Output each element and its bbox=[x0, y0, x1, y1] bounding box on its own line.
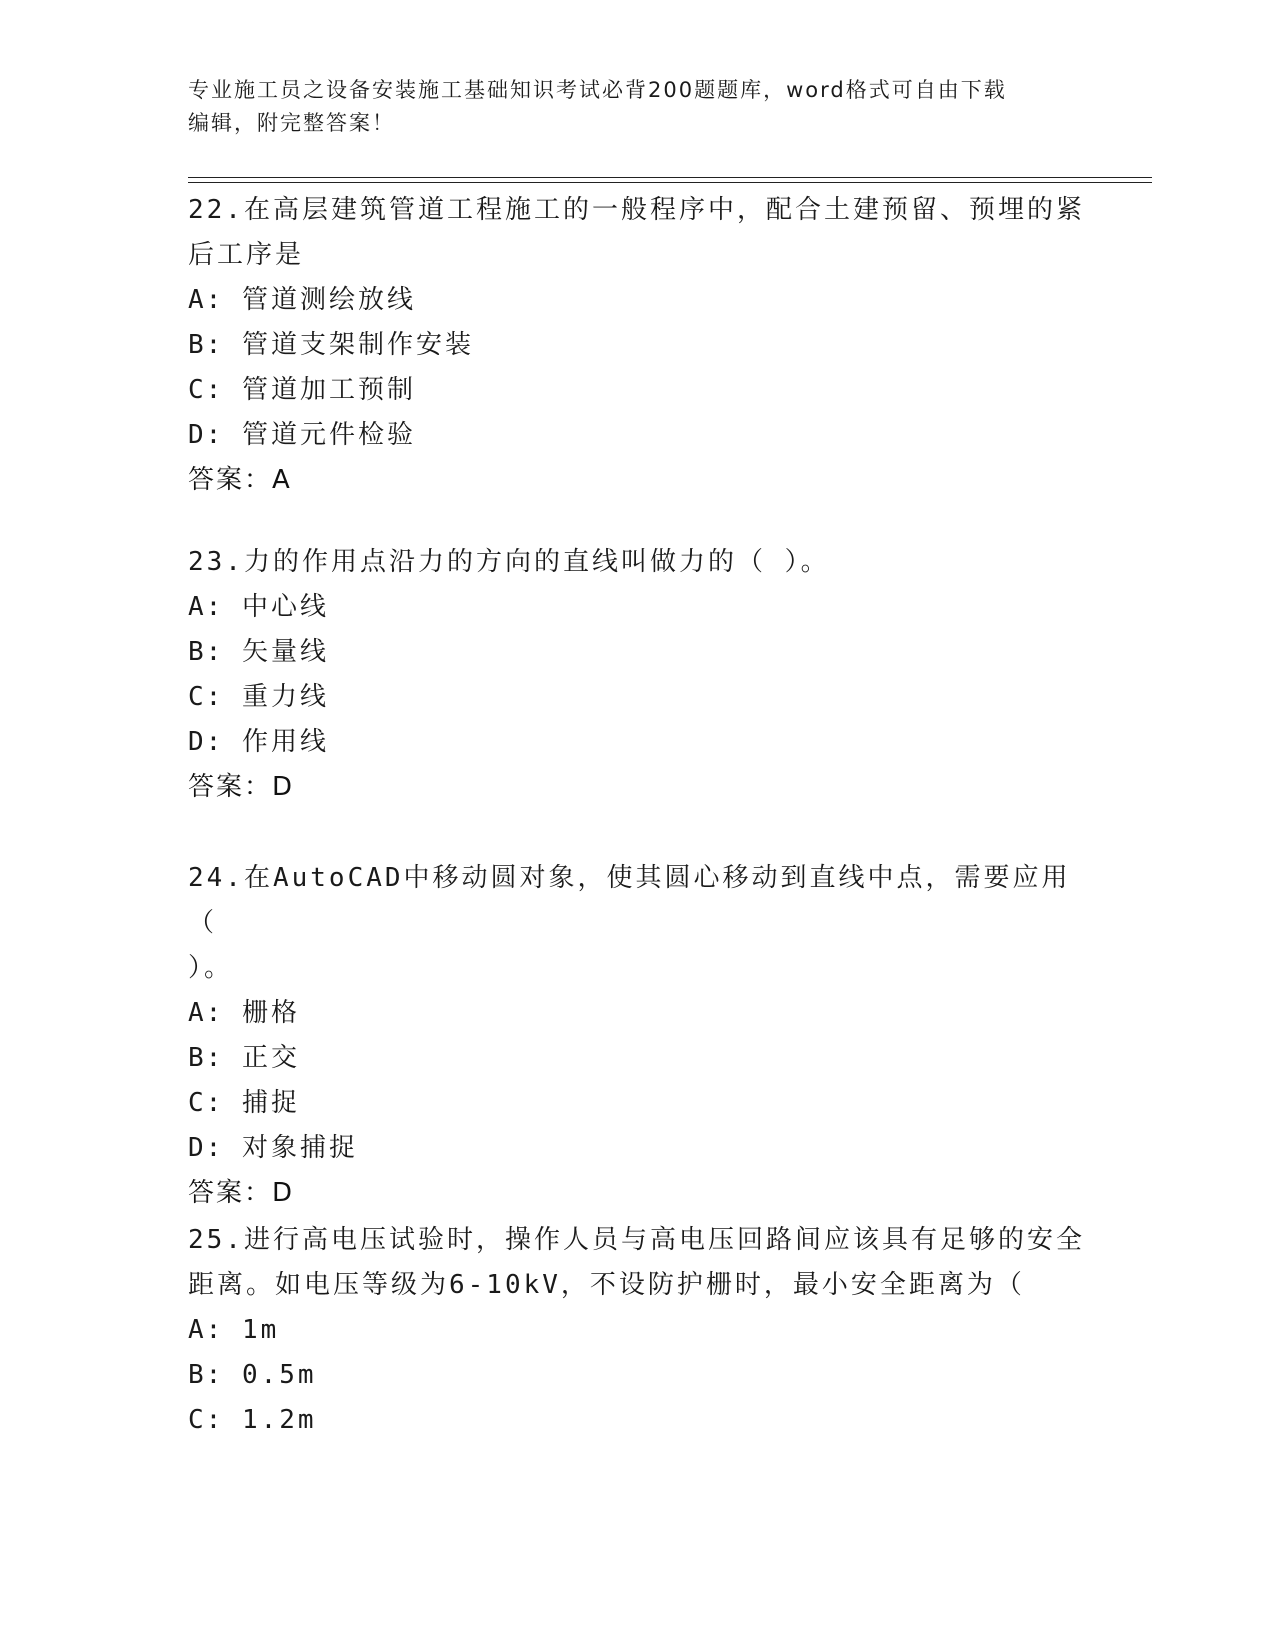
option-b: B: 管道支架制作安装 bbox=[188, 330, 474, 360]
question-24 bbox=[188, 856, 1088, 1216]
option-b: B: 矢量线 bbox=[188, 637, 329, 667]
question-stem-line: 23.力的作用点沿力的方向的直线叫做力的（ ）。 bbox=[188, 547, 830, 577]
option-d: D: 管道元件检验 bbox=[188, 420, 416, 450]
option-a: A: 管道测绘放线 bbox=[188, 285, 416, 315]
question-stem-line: 25.进行高电压试验时，操作人员与高电压回路间应该具有足够的安全 bbox=[188, 1225, 1085, 1255]
question-23 bbox=[188, 540, 1088, 810]
option-b: B: 0.5m bbox=[188, 1360, 317, 1390]
header-line-2: 编辑，附完整答案！ bbox=[188, 111, 395, 135]
answer: 答案：A bbox=[188, 465, 292, 495]
question-stem-line: 24.在AutoCAD中移动圆对象，使其圆心移动到直线中点，需要应用（ bbox=[188, 863, 1071, 938]
question-22 bbox=[188, 188, 1088, 503]
option-c: C: 管道加工预制 bbox=[188, 375, 416, 405]
question-25 bbox=[188, 1218, 1088, 1443]
header-divider-bottom bbox=[188, 182, 1152, 183]
option-c: C: 重力线 bbox=[188, 682, 329, 712]
option-b: B: 正交 bbox=[188, 1043, 300, 1073]
question-stem-line: 后工序是 bbox=[188, 240, 305, 270]
option-a: A: 1m bbox=[188, 1315, 280, 1345]
header-divider-top bbox=[188, 177, 1152, 178]
answer: 答案：D bbox=[188, 1178, 295, 1208]
document-header bbox=[188, 74, 1078, 140]
question-stem-line: ）。 bbox=[188, 953, 234, 983]
option-d: D: 对象捕捉 bbox=[188, 1133, 358, 1163]
option-d: D: 作用线 bbox=[188, 727, 329, 757]
option-c: C: 捕捉 bbox=[188, 1088, 300, 1118]
question-stem-line: 距离。如电压等级为6-10kV，不设防护栅时，最小安全距离为（ bbox=[188, 1270, 1025, 1300]
option-c: C: 1.2m bbox=[188, 1405, 317, 1435]
option-a: A: 栅格 bbox=[188, 998, 300, 1028]
answer: 答案：D bbox=[188, 772, 295, 802]
header-line-1: 专业施工员之设备安装施工基础知识考试必背200题题库，word格式可自由下载 bbox=[188, 78, 1007, 102]
question-stem-line: 22.在高层建筑管道工程施工的一般程序中，配合土建预留、预埋的紧 bbox=[188, 195, 1085, 225]
option-a: A: 中心线 bbox=[188, 592, 329, 622]
